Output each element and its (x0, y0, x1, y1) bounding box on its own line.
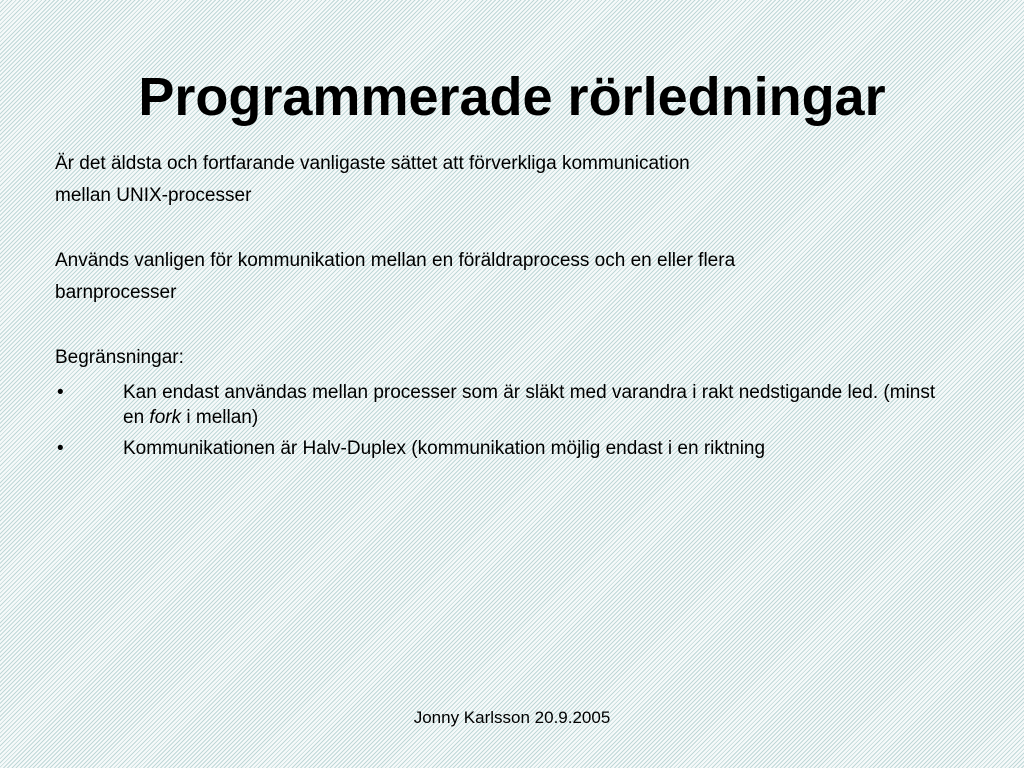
list-item-text: Kan endast användas mellan processer som är släkt med varandra i rakt nedstigande led. (minst en (123, 382, 936, 428)
paragraph-line: mellan UNIX-processer (55, 185, 252, 206)
list-item-text: i mellan) (181, 407, 259, 428)
paragraph-line: Används vanligen för kommunikation mellan en föräldraprocess och en eller flera (55, 250, 736, 271)
bullet-icon: • (57, 438, 64, 459)
limitations-heading: Begränsningar: (55, 347, 184, 368)
slide-body (55, 148, 955, 461)
list-item-text: Kommunikationen är Halv-Duplex (kommunikation möjlig endast i en riktning (123, 438, 766, 459)
paragraph-parent-child (55, 245, 955, 309)
bullet-icon: • (57, 382, 64, 403)
limitations-list (55, 380, 955, 461)
list-item (55, 436, 955, 461)
fork-emphasis: fork (149, 407, 182, 428)
paragraph-oldest-method (55, 148, 955, 212)
slide-footer: Jonny Karlsson 20.9.2005 (413, 708, 611, 727)
paragraph-line: Är det äldsta och fortfarande vanligaste sättet att förverkliga kommunication (55, 153, 690, 174)
paragraph-line: barnprocesser (55, 282, 177, 303)
slide-title: Programmerade rörledningar (138, 67, 886, 127)
list-item (55, 380, 955, 430)
